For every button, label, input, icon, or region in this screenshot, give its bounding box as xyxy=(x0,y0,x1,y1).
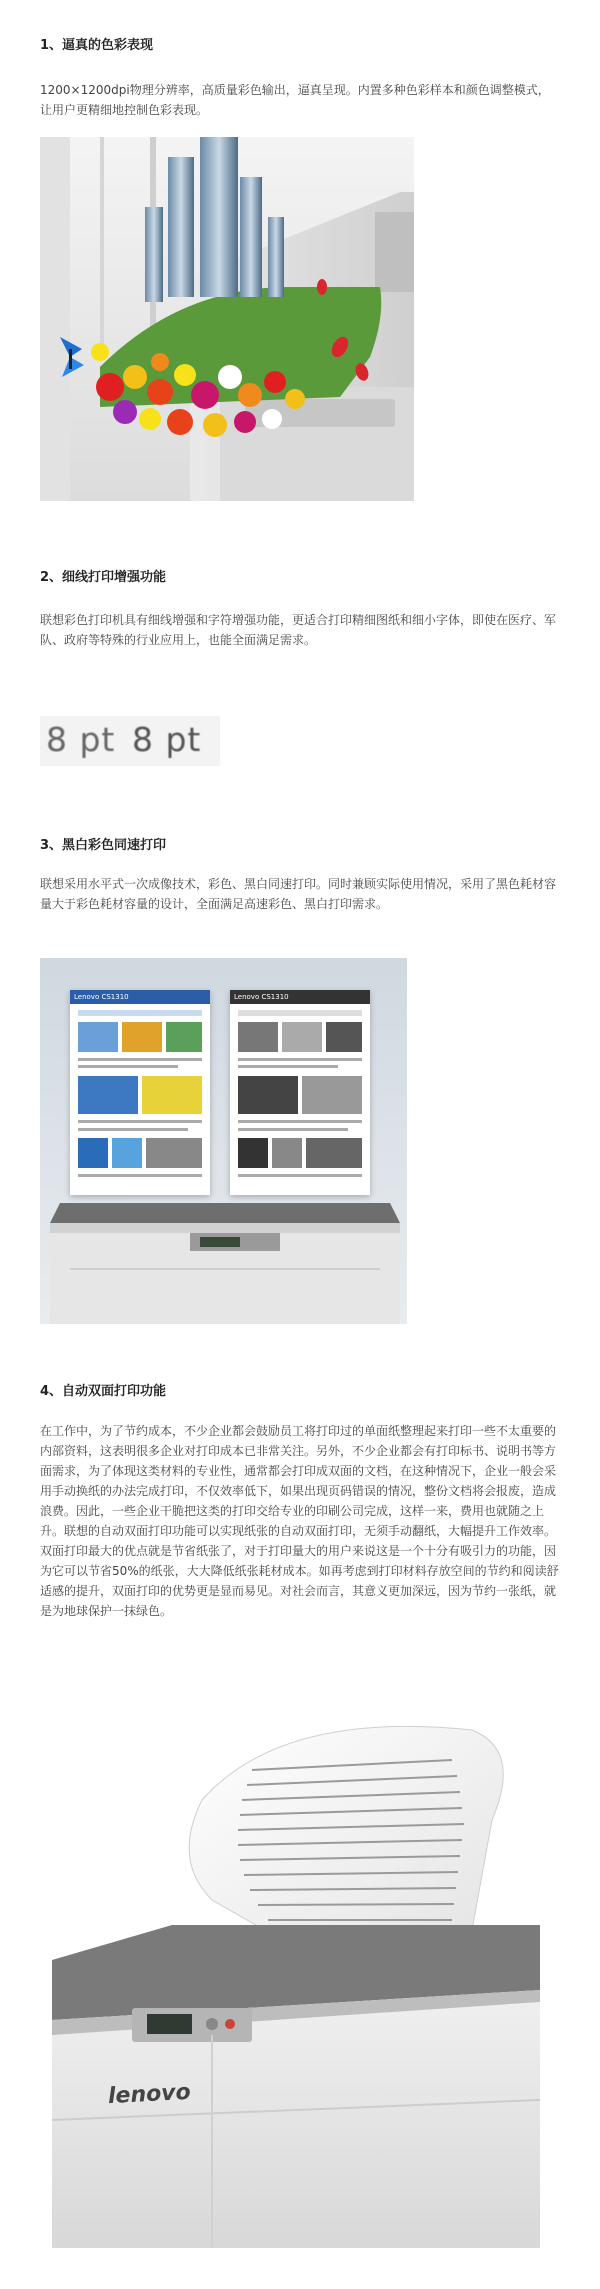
section-1-heading: 1、逼真的色彩表现 xyxy=(40,38,154,53)
section-2-body: 联想彩色打印机具有细线增强和字符增强功能，更适合打印精细图纸和细小字体，即使在医疗、军队、政府等特殊的行业应用上，也能全面满足需求。 xyxy=(40,613,557,647)
color-printer-image xyxy=(40,137,414,501)
sample-text-after: 8 pt xyxy=(132,720,202,759)
lenovo-logo: lenovo xyxy=(107,2079,192,2110)
section-4-heading: 4、自动双面打印功能 xyxy=(40,1384,167,1399)
section-3-body: 联想采用水平式一次成像技术，彩色、黑白同速打印。同时兼顾实际使用情况，采用了黑色耗材容量大于彩色耗材容量的设计，全面满足高速彩色、黑白打印需求。 xyxy=(40,877,557,911)
fine-line-samples xyxy=(40,716,220,766)
section-4-body: 在工作中，为了节约成本，不少企业都会鼓励员工将打印过的单面纸整理起来打印一些不太重要的内部资料，这表明很多企业对打印成本已非常关注。另外，不少企业都会有打印标书、说明书等方面需求，为了体现这类材料的专业性，通常都会打印成双面的文档，在这种情况下，企业一般会采用手动换纸的办法完成打印，不仅效率低下，如果出现页码错误的情况，整份文档将会报废，造成浪费。因此，一些企业干脆把这类的打印交给专业的印刷公司完成，这样一来，费用也就随之上升。联想的自动双面打印功能可以实现纸张的自动双面打印，无须手动翻纸，大幅提升工作效率。双面打印最大的优点就是节省纸张了，对于打印量大的用户来说这是一个十分有吸引力的功能，因为它可以节省50%的纸张，大大降低纸张耗材成本。如再考虑到打印材料存放空间的节约和阅读舒适感的提升，双面打印的优势更是显而易见。对社会而言，其意义更加深远，因为节约一张纸，就是为地球保护一抹绿色。 xyxy=(40,1424,559,1618)
section-3-heading: 3、黑白彩色同速打印 xyxy=(40,838,167,853)
printed-doc-right xyxy=(230,990,370,1195)
mono-color-printer-image xyxy=(40,958,407,1324)
doc-left-title: Lenovo CS1310 xyxy=(70,990,210,1004)
printed-doc-left xyxy=(70,990,210,1195)
duplex-printer-image xyxy=(52,1690,540,2248)
sample-text-before: 8 pt xyxy=(46,720,116,759)
section-1-body: 1200×1200dpi物理分辨率，高质量彩色输出，逼真呈现。内置多种色彩样本和颜色调整模式，让用户更精细地控制色彩表现。 xyxy=(40,83,550,117)
doc-right-title: Lenovo CS1310 xyxy=(230,990,370,1004)
section-2-heading: 2、细线打印增强功能 xyxy=(40,570,167,585)
